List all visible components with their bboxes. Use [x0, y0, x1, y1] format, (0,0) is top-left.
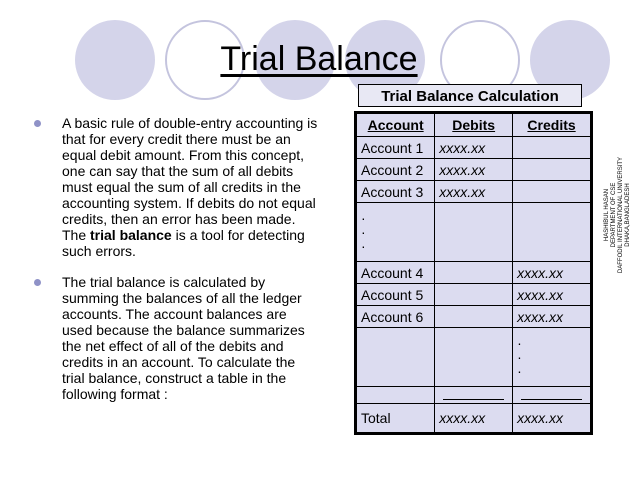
account-cell: Account 4 [357, 262, 435, 284]
credit-cell [513, 159, 591, 181]
account-ellipsis-cell: · · · [357, 203, 435, 262]
debit-cell [435, 306, 513, 328]
account-cell [357, 328, 435, 387]
sum-underline [521, 399, 582, 400]
author-credit [604, 135, 632, 295]
table-header-row [357, 114, 591, 137]
account-cell: Account 2 [357, 159, 435, 181]
slide-title: Trial Balance [220, 40, 418, 78]
account-cell: Account 5 [357, 284, 435, 306]
underline-cell [357, 387, 435, 404]
debit-cell: xxxx.xx [435, 137, 513, 159]
sum-underline [443, 399, 504, 400]
author-line: HASHIBUL HASAN [604, 188, 610, 242]
debit-cell: xxxx.xx [435, 181, 513, 203]
header-credits: Credits [513, 114, 591, 137]
bullet-bold-text: trial balance [90, 227, 172, 243]
total-label-cell: Total [357, 404, 435, 433]
table-row [357, 137, 591, 159]
account-cell: Account 6 [357, 306, 435, 328]
calculation-header: Trial Balance Calculation [358, 84, 582, 107]
credit-cell: xxxx.xx [513, 262, 591, 284]
credit-cell: xxxx.xx [513, 306, 591, 328]
table-row [357, 262, 591, 284]
debit-cell [435, 328, 513, 387]
account-cell: Account 3 [357, 181, 435, 203]
table-row [357, 306, 591, 328]
debit-cell [435, 284, 513, 306]
underline-cell [435, 387, 513, 404]
bullet-item [34, 115, 319, 259]
credit-cell [513, 203, 591, 262]
credit-cell: xxxx.xx [513, 284, 591, 306]
bullet-text: The trial balance is calculated by summing the balances of all the ledger accounts. The account balances are used because the balance summarizes the net effect of all of the debits and credits in an account. To calculate the trial balance, construct a table in the following format : [62, 274, 305, 402]
bullet-list [34, 115, 319, 417]
underline-cell [513, 387, 591, 404]
debit-cell [435, 262, 513, 284]
author-line: DHAKA,BANGLADESH [625, 183, 631, 247]
table-row [357, 181, 591, 203]
total-debit-cell: xxxx.xx [435, 404, 513, 433]
debit-cell: xxxx.xx [435, 159, 513, 181]
header-account: Account [357, 114, 435, 137]
bullet-icon [34, 120, 41, 127]
table-row-ellipsis [357, 328, 591, 387]
debit-cell [435, 203, 513, 262]
bullet-text: A basic rule of double-entry accounting is that for every credit there must be an equal debit amount. From this concept, one can say that the sum of all debits must equal the sum of all credits in the accounting system. If debits do not equal credits, then an error has been made. The [62, 115, 318, 243]
total-credit-cell: xxxx.xx [513, 404, 591, 433]
bullet-item [34, 274, 319, 402]
author-line: DEPARTMENT OF CSE [611, 182, 617, 248]
trial-balance-table [356, 113, 591, 433]
account-cell: Account 1 [357, 137, 435, 159]
credit-cell [513, 181, 591, 203]
bullet-icon [34, 279, 41, 286]
credit-ellipsis-cell: · · · [513, 328, 591, 387]
credit-cell [513, 137, 591, 159]
table-row [357, 284, 591, 306]
table-row-ellipsis [357, 203, 591, 262]
bullet-text: is a tool for detecting such errors. [62, 227, 305, 259]
table-row-underline [357, 387, 591, 404]
author-line: DAFFODIL INTERNATIONAL UNIVERSITY [618, 156, 624, 274]
header-debits: Debits [435, 114, 513, 137]
table-total-row [357, 404, 591, 433]
table-row [357, 159, 591, 181]
